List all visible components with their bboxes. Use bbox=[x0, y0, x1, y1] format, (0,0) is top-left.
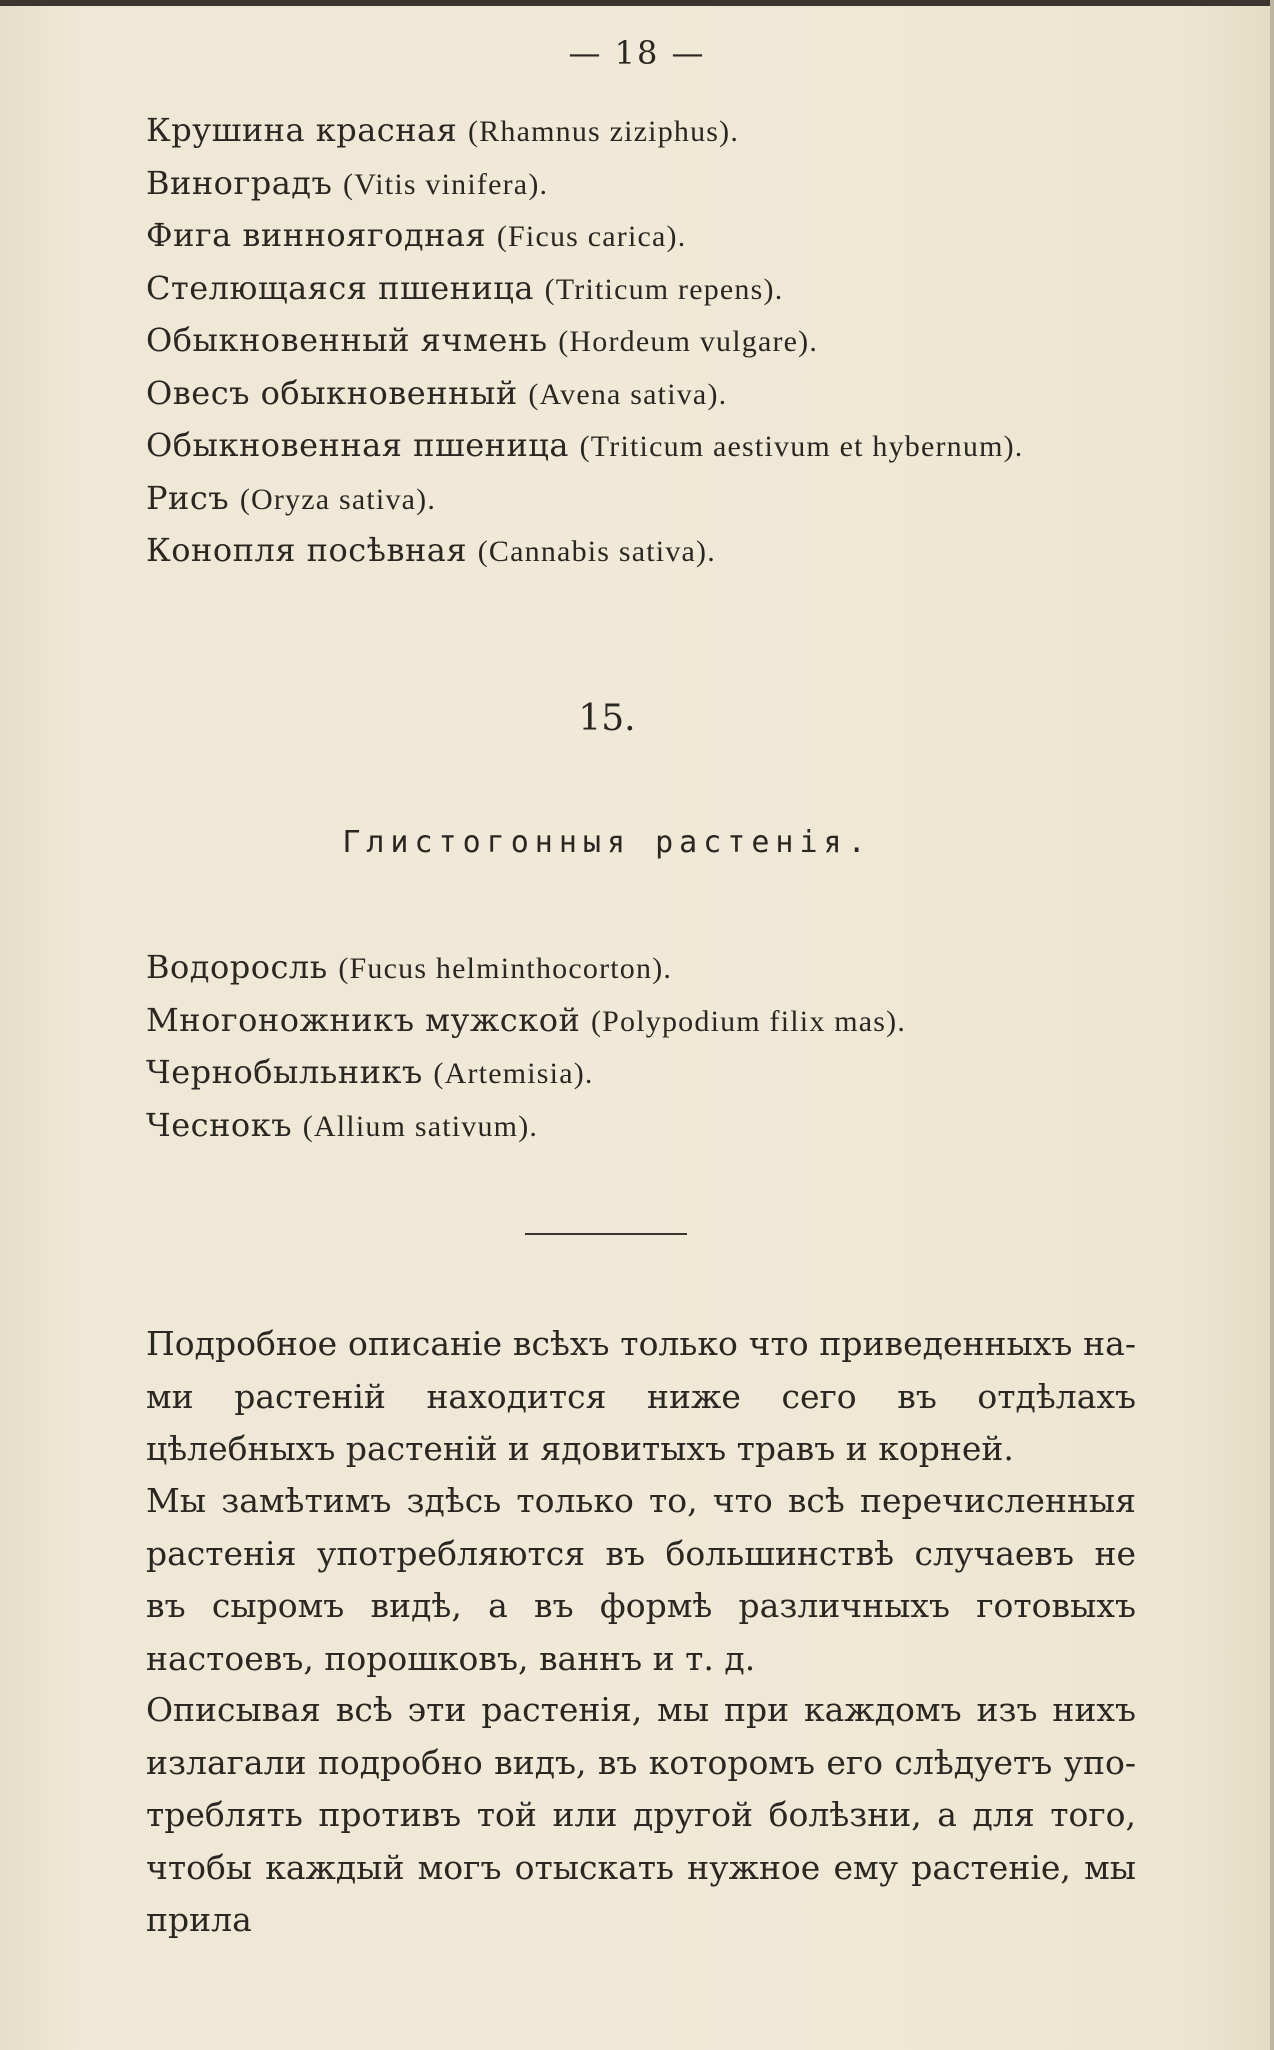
plant-name-ru: Многоножникъ мужской bbox=[146, 1000, 581, 1039]
plant-name-latin: (Hordeum vulgare). bbox=[558, 325, 819, 358]
plant-name-latin: (Cannabis sativa). bbox=[477, 535, 716, 568]
plant-name-latin: (Fucus helminthocorton). bbox=[338, 952, 673, 985]
plant-name-ru: Водоросль bbox=[146, 948, 328, 986]
plant-name-ru: Овесъ обыкновенный bbox=[146, 373, 518, 412]
plant-name-ru: Фига винноягодная bbox=[146, 216, 487, 254]
list-item bbox=[146, 104, 1024, 157]
plant-name-latin: (Polypodium filix mas). bbox=[590, 1004, 907, 1038]
plant-name-latin: (Allium sativum). bbox=[302, 1109, 539, 1143]
body-paragraph: Описывая всѣ эти растенія, мы при каждомъ изъ нихъ излагали подробно видъ, въ которомъ его слѣдуетъ употреблять противъ той или другой болѣзни, а для того, чтобы каждый могъ отыскать нужное ему растеніе, мы прила bbox=[146, 1690, 1136, 1939]
plant-list-top bbox=[146, 104, 1024, 577]
plant-name-ru: Крушина красная bbox=[146, 111, 458, 149]
plant-name-latin: (Oryza sativa). bbox=[239, 482, 437, 516]
plant-name-ru: Обыкновенный ячмень bbox=[146, 321, 548, 359]
section-divider bbox=[525, 1233, 687, 1235]
page-top-edge bbox=[0, 0, 1274, 6]
section-number: 15. bbox=[578, 698, 636, 739]
page-number: — 18 — bbox=[568, 34, 706, 72]
list-item bbox=[146, 1099, 906, 1152]
body-paragraph: Подробное описаніе всѣхъ только что приведенныхъ нами растеній находится ниже сего въ отдѣлахъ цѣлебныхъ растеній и ядовитыхъ травъ и корней. bbox=[146, 1324, 1136, 1468]
list-item bbox=[146, 419, 1024, 472]
list-item bbox=[146, 994, 906, 1047]
plant-name-latin: (Triticum aestivum et hybernum). bbox=[579, 430, 1024, 463]
list-item bbox=[146, 157, 1024, 210]
list-item bbox=[146, 941, 906, 994]
plant-name-ru: Стелющаяся пшеница bbox=[146, 268, 534, 307]
list-item bbox=[146, 209, 1024, 262]
section-title: Глистогонныя растенія. bbox=[342, 825, 872, 860]
plant-name-ru: Обыкновенная пшеница bbox=[146, 426, 569, 464]
list-item bbox=[146, 367, 1024, 420]
plant-name-ru: Чернобыльникъ bbox=[146, 1053, 423, 1091]
list-item bbox=[146, 262, 1024, 315]
plant-list-anthelmintic bbox=[146, 941, 906, 1151]
body-paragraph: Мы замѣтимъ здѣсь только то, что всѣ перечисленныя растенія употребляются въ большинствѣ случаевъ не въ сыромъ видѣ, а въ формѣ различныхъ готовыхъ настоевъ, порошковъ, ваннъ и т. д. bbox=[146, 1481, 1136, 1678]
list-item bbox=[146, 472, 1024, 525]
plant-name-latin: (Avena sativa). bbox=[528, 377, 728, 411]
plant-name-latin: (Ficus carica). bbox=[496, 220, 687, 253]
list-item bbox=[146, 524, 1024, 577]
plant-name-ru: Чеснокъ bbox=[146, 1105, 293, 1144]
plant-name-latin: (Artemisia). bbox=[433, 1057, 594, 1090]
plant-name-latin: (Triticum repens). bbox=[544, 272, 784, 306]
list-item bbox=[146, 1046, 906, 1099]
plant-name-latin: (Vitis vinifera). bbox=[343, 167, 549, 201]
list-item bbox=[146, 314, 1024, 367]
page-right-edge bbox=[1270, 0, 1274, 2050]
plant-name-ru: Рисъ bbox=[146, 478, 230, 517]
plant-name-latin: (Rhamnus ziziphus). bbox=[467, 115, 740, 148]
plant-name-ru: Виноградъ bbox=[146, 163, 333, 202]
plant-name-ru: Конопля посѣвная bbox=[146, 531, 468, 569]
